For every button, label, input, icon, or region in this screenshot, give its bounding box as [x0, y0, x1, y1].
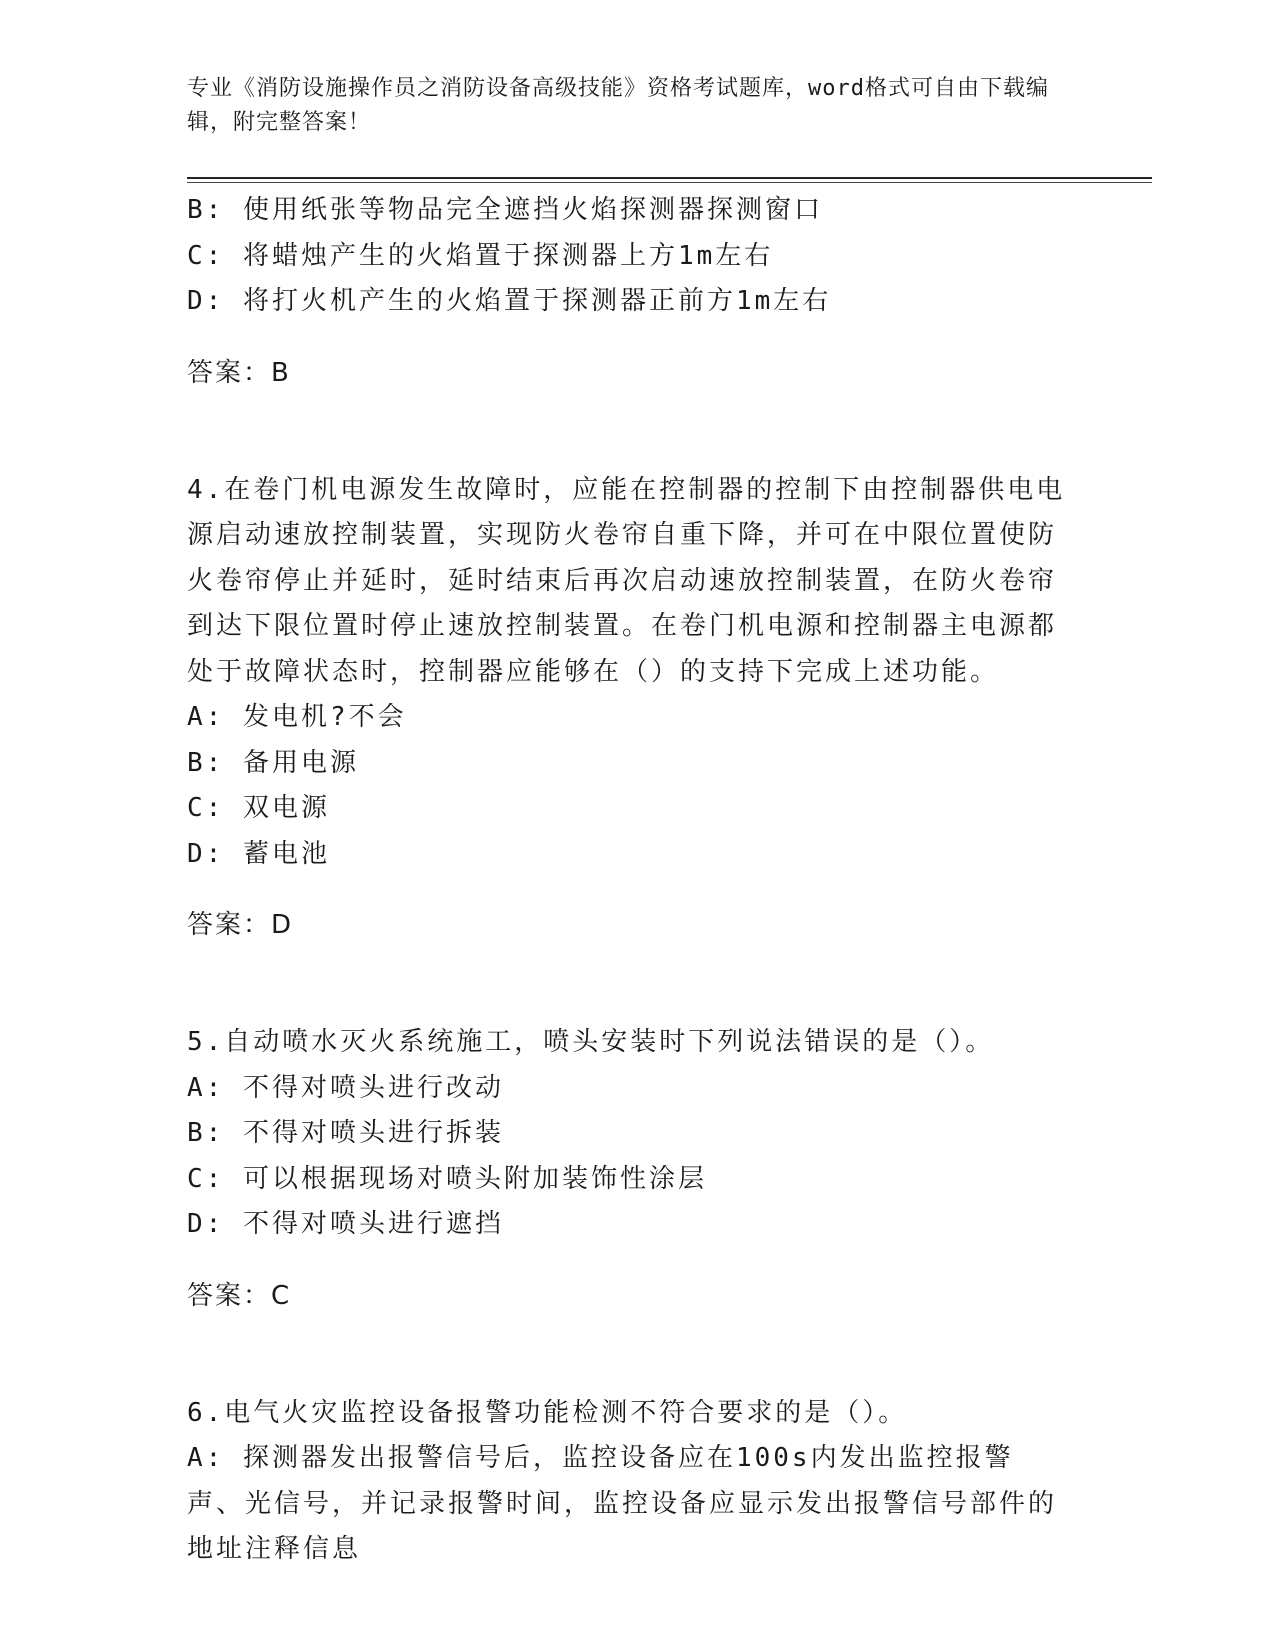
question-5: [187, 1020, 1067, 1319]
option-b: B: 备用电源: [187, 747, 359, 778]
answer: 答案：B: [187, 357, 291, 388]
question-3: [187, 188, 1067, 396]
spacer: [187, 422, 1067, 468]
answer: 答案：D: [187, 910, 294, 940]
option-a: A: 探测器发出报警信号后，监控设备应在100s内发出监控报警声、光信号，并记录报警时间，监控设备应显示发出报警信号部件的地址注释信息: [187, 1443, 1058, 1564]
option-a: A: 发电机?不会: [187, 702, 407, 732]
option-c: C: 双电源: [187, 793, 330, 823]
option-b: B: 使用纸张等物品完全遮挡火焰探测器探测窗口: [187, 195, 823, 225]
answer: 答案：C: [187, 1280, 292, 1311]
question-4: [187, 468, 1067, 949]
question-text: 6.电气火灾监控设备报警功能检测不符合要求的是（）。: [187, 1397, 908, 1428]
option-b: B: 不得对喷头进行拆装: [187, 1118, 504, 1148]
document-body: [187, 188, 1067, 1573]
header-rule-thin: [187, 182, 1152, 183]
option-d: D: 蓄电池: [187, 838, 330, 869]
option-d: D: 不得对喷头进行遮挡: [187, 1209, 504, 1239]
spacer: [187, 1345, 1067, 1391]
question-text: 5.自动喷水灭火系统施工，喷头安装时下列说法错误的是（）。: [187, 1027, 995, 1057]
option-c: C: 将蜡烛产生的火焰置于探测器上方1m左右: [187, 240, 774, 271]
header-rule-thick: [187, 177, 1152, 179]
spacer: [187, 975, 1067, 1021]
option-c: C: 可以根据现场对喷头附加装饰性涂层: [187, 1163, 707, 1194]
question-6: [187, 1391, 1067, 1573]
question-text: 4.在卷门机电源发生故障时，应能在控制器的控制下由控制器供电电源启动速放控制装置，实现防火卷帘自重下降，并可在中限位置使防火卷帘停止并延时，延时结束后再次启动速放控制装置，在防火卷帘到达下限位置时停止速放控制装置。在卷门机电源和控制器主电源都处于故障状态时，控制器应能够在（）的支持下完成上述功能。: [187, 474, 1066, 687]
option-d: D: 将打火机产生的火焰置于探测器正前方1m左右: [187, 286, 832, 316]
page-header: 专业《消防设施操作员之消防设备高级技能》资格考试题库，word格式可自由下载编辑，附完整答案！: [187, 76, 1049, 135]
option-a: A: 不得对喷头进行改动: [187, 1072, 504, 1103]
